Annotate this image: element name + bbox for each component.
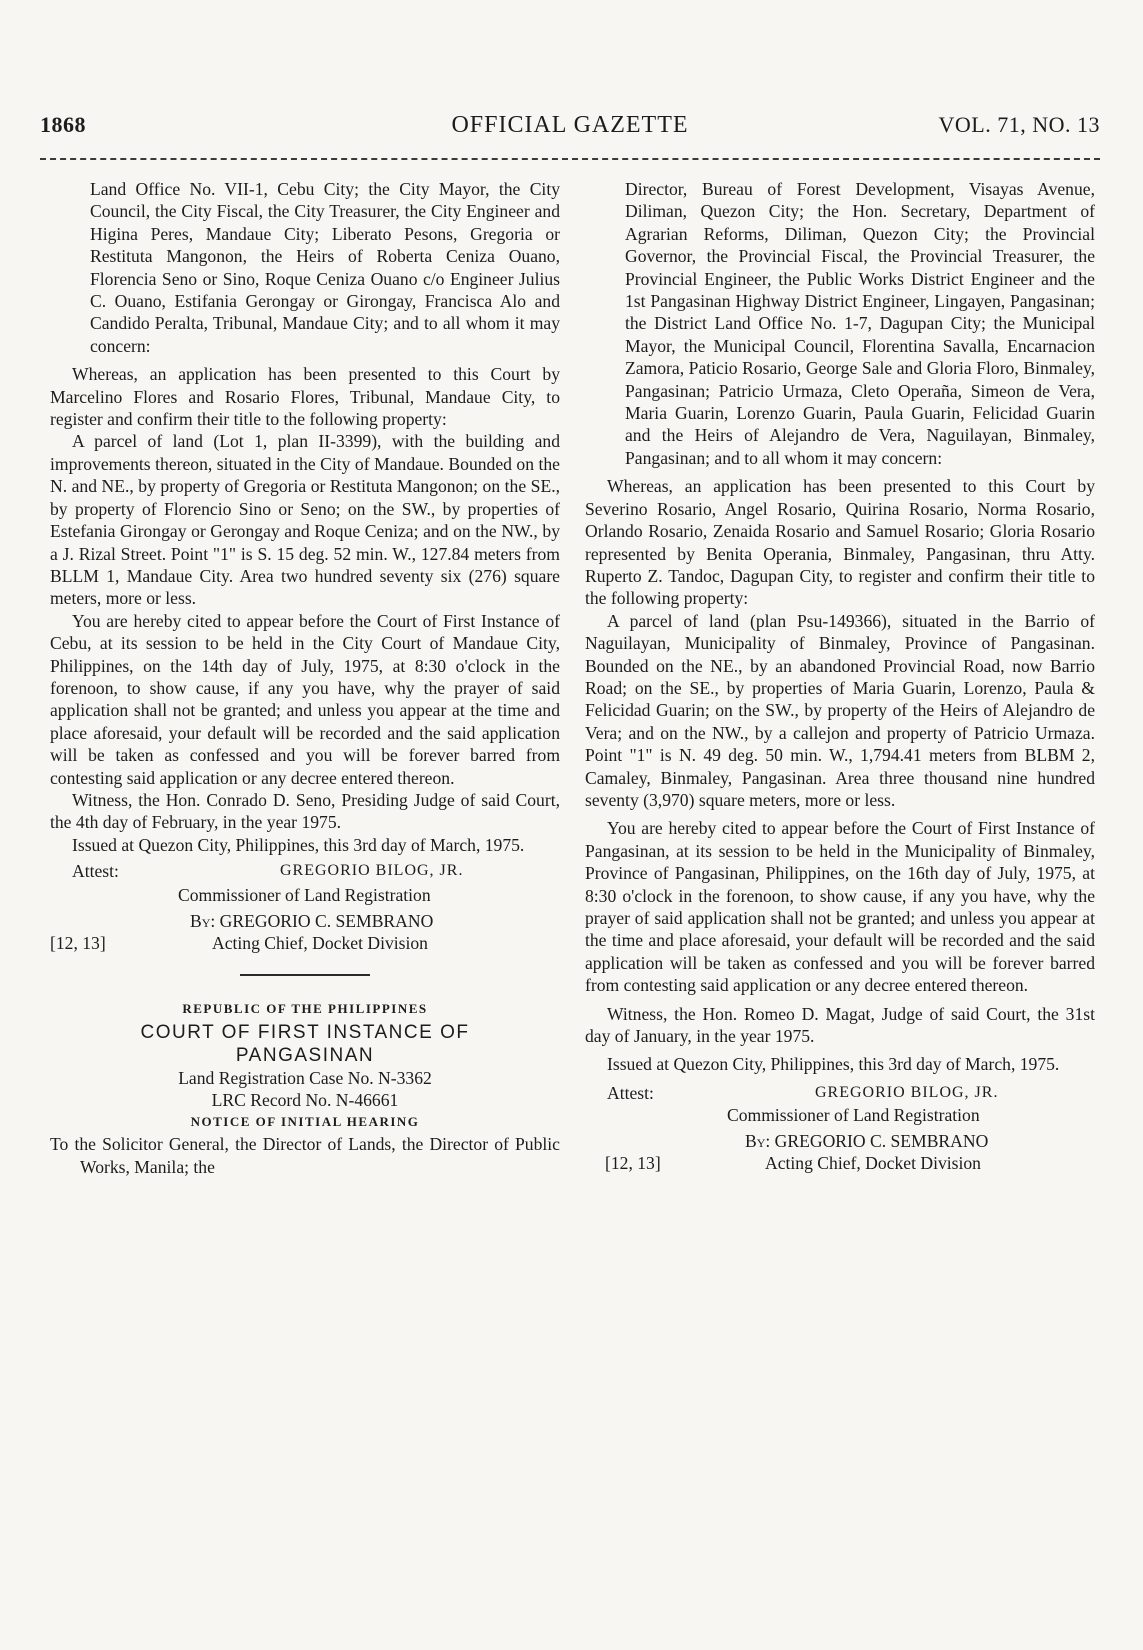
signatory-title: Commissioner of Land Registration [727,1104,980,1125]
header-rule [40,158,1100,160]
lrc-record-number: LRC Record No. N-46661 [211,1089,399,1110]
issue-reference: [12, 13] [605,1152,661,1173]
issue-reference: [12, 13] [50,933,106,954]
section-divider [240,974,370,976]
parcel-description: A parcel of land (plan Psu-149366), situated in the Barrio of Naguilayan, Municipality of Binmaley, Province of Pangasinan. Bounded on the NE., by an abandoned Provincial Road, now Barrio Road; on the SE., by properties of Maria Guarin, Lorenzo, Paula & Felicidad Guarin; on the SW., by property of the Heirs of Alejandro de Vera; and on the NW., by a callejon and property of Patricio Urmaza. Point "1" is N. 49 deg. 50 min. W., 1,794.41 meters from BLBM 2, Camaley, Binmaley, Pangasinan. Area three thousand nine hundred seventy (3,970) square meters, more or less. [585,610,1095,810]
court-heading-line2: PANGASINAN [235,1044,375,1066]
addressees-continued: Director, Bureau of Forest Development, Visayas Avenue, Diliman, Quezon City; the Hon. Secretary, Department of Agrarian Reforms, Diliman, Quezon City; the Provincial Governor, the Provincial Fiscal, the Provincial Treasurer, the Provincial Engineer, the Public Works District Engineer and the 1st Pangasinan Highway District Engineer, Lingayen, Pangasinan; the District Land Office No. 1-7, Dagupan City; the Municipal Mayor, the Municipal Council, Florentina Savalla, Encarnacion Zamora, Paticio Rosario, George Sale and Gloria Floro, Binmaley, Pangasinan; Patricio Urmaza, Cleto Operaña, Simeon de Vera, Maria Guarin, Lorenzo Guarin, Paula Guarin, Felicidad Guarin and the Heirs of Alejandro de Vera, Naguilayan, Binmaley, Pangasinan; and to all whom it may concern: [625,179,1095,468]
volume-issue: VOL. 71, NO. 13 [938,112,1100,137]
attest-label: Attest: [72,861,119,882]
acting-chief-title: Acting Chief, Docket Division [212,933,428,954]
by-line: By: GREGORIO C. SEMBRANO [190,911,434,932]
page-number: 1868 [40,112,86,137]
case-number: Land Registration Case No. N-3362 [178,1067,432,1088]
witness-paragraph: Witness, the Hon. Conrado D. Seno, Presiding Judge of said Court, the 4th day of February, in the year 1975. [50,789,560,833]
issued-paragraph: Issued at Quezon City, Philippines, this 3rd day of March, 1975. [72,834,525,855]
publication-title: OFFICIAL GAZETTE [451,112,689,138]
whereas-paragraph: Whereas, an application has been presented to this Court by Marcelino Flores and Rosario Flores, Tribunal, Mandaue City, to register and confirm their title to the following property: [50,364,560,430]
signature-block [50,860,560,952]
signatory-name: GREGORIO BILOG, JR. [280,862,464,880]
citation-paragraph: You are hereby cited to appear before the Court of First Instance of Pangasinan, at its session to be held in the Municipality of Binmaley, Province of Pangasinan, Philippines, on the 16th day of July, 1975, at 8:30 o'clock in the forenoon, to show cause, if any you have, why the prayer of said application shall not be granted; and unless you appear at the time and place aforesaid, your default will be recorded and the said application will be taken as confessed and you will be forever barred from contesting said application or any decree entered thereon. [585,818,1095,996]
attest-label: Attest: [607,1082,654,1103]
right-column [585,178,1095,1182]
notice-heading: NOTICE OF INITIAL HEARING [190,1114,420,1129]
by-line: By: GREGORIO C. SEMBRANO [745,1130,989,1151]
parcel-description: A parcel of land (Lot 1, plan II-3399), with the building and improvements thereon, situated in the City of Mandaue. Bounded on the N. and NE., by property of Gregoria or Restituta Mangonon; on the SE., by property of Florencio Sino or Seno; on the SW., by properties of Estefania Girongay or Gerongay and Roque Ceniza; and on the NW., by a J. Rizal Street. Point "1" is S. 15 deg. 52 min. W., 127.84 meters from BLLM 1, Mandaue City. Area two hundred seventy six (276) square meters, more or less. [50,431,560,609]
whereas-paragraph: Whereas, an application has been presented to this Court by Severino Rosario, Angel Rosario, Quirina Rosario, Norma Rosario, Orlando Rosario, Zenaida Rosario and Samuel Rosario; Gloria Rosario represented by Benita Operania, Binmaley, Pangasinan, thru Atty. Ruperto Z. Tandoc, Dagupan City, to register and confirm their title to the following property: [585,476,1095,609]
addressees-continued: Land Office No. VII-1, Cebu City; the City Mayor, the City Council, the City Fiscal, the City Treasurer, the City Engineer and Higina Peres, Mandaue City; Liberato Pesons, Gregoria or Restituta Mangonon, the Heirs of Roberta Ceniza Ouano, Florencia Seno or Sino, Roque Ceniza Ouano c/o Engineer Julius C. Ouano, Estifania Gerongay or Girongay, Francisca Alo and Candido Peralta, Tribunal, Mandaue City; and to all whom it may concern: [90,179,560,356]
page-header [40,112,1100,146]
left-column [50,178,560,1178]
court-heading-line1: COURT OF FIRST INSTANCE OF [140,1021,470,1043]
signatory-title: Commissioner of Land Registration [178,885,431,906]
acting-chief-title: Acting Chief, Docket Division [765,1152,981,1173]
addressees-start: To the Solicitor General, the Director of Lands, the Director of Public Works, Manila; the [50,1134,560,1177]
signature-block [585,1082,1095,1182]
witness-paragraph: Witness, the Hon. Romeo D. Magat, Judge of said Court, the 31st day of January, in the year 1975. [585,1003,1095,1047]
signatory-name: GREGORIO BILOG, JR. [815,1083,999,1101]
issued-paragraph: Issued at Quezon City, Philippines, this 3rd day of March, 1975. [607,1054,1060,1075]
citation-paragraph: You are hereby cited to appear before the Court of First Instance of Cebu, at its session to be held in the City Court of Mandaue City, Philippines, on the 14th day of July, 1975, at 8:30 o'clock in the forenoon, to show cause, if any you have, why the prayer of said application shall not be granted; and unless you appear at the time and place aforesaid, your default will be recorded and the said application will be taken as confessed and you will be forever barred from contesting said application or any decree entered thereon. [50,610,560,788]
republic-heading: REPUBLIC OF THE PHILIPPINES [182,1001,428,1017]
